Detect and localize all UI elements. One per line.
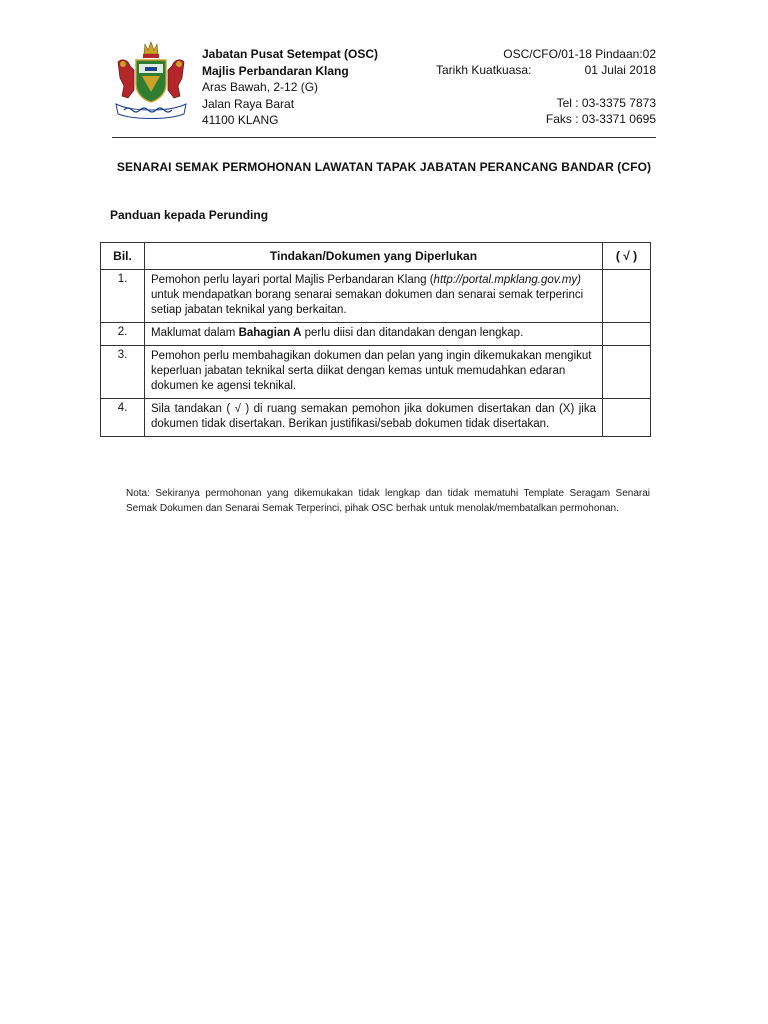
table-header-row (101, 243, 651, 270)
address-line-2: Jalan Raya Barat (202, 96, 295, 111)
row-description (145, 323, 603, 346)
column-header-number: Bil. (101, 243, 145, 270)
doc-ref-code: OSC/CFO/01-18 Pindaan:02 (503, 47, 656, 61)
row-number: 1. (101, 270, 145, 323)
row-number: 2. (101, 323, 145, 346)
column-header-action: Tindakan/Dokumen yang Diperlukan (145, 243, 603, 270)
guide-heading: Panduan kepada Perunding (110, 208, 269, 222)
organization-address (202, 46, 378, 129)
row-description (145, 270, 603, 323)
check-cell[interactable] (603, 323, 651, 346)
effective-date-value: 01 Julai 2018 (584, 63, 656, 77)
table-row (101, 399, 651, 437)
portal-url: http://portal.mpklang.gov.my) (433, 274, 581, 286)
row-description: Pemohon perlu membahagikan dokumen dan pelan yang ingin dikemukakan mengikut keperluan jabatan teknikal serta diikat dengan kemas untuk memudahkan edaran dokumen ke agensi teknikal. (145, 346, 603, 399)
section-a-emphasis: Bahagian A (238, 327, 302, 339)
table-row (101, 323, 651, 346)
row-text: Maklumat dalam (151, 327, 239, 339)
check-cell[interactable] (603, 346, 651, 399)
row-number: 4. (101, 399, 145, 437)
checklist-table (100, 242, 651, 437)
header-divider (112, 137, 656, 138)
mpk-crest-logo (112, 40, 190, 120)
fax: Faks : 03-3371 0695 (545, 112, 656, 126)
row-description: Sila tandakan ( √ ) di ruang semakan pemohon jika dokumen disertakan dan (X) jika dokumen tidak disertakan. Berikan justifikasi/sebab dokumen tidak disertakan. (145, 399, 603, 437)
telephone: Tel : 03-3375 7873 (556, 96, 656, 110)
document-reference (436, 46, 656, 127)
org-name: Jabatan Pusat Setempat (OSC) (202, 47, 379, 61)
table-row (101, 270, 651, 323)
document-title: SENARAI SEMAK PERMOHONAN LAWATAN TAPAK JABATAN PERANCANG BANDAR (CFO) (116, 160, 652, 174)
row-number: 3. (101, 346, 145, 399)
row-text-continued: untuk mendapatkan borang senarai semakan dokumen dan senarai semak terperinci setiap jabatan teknikal yang berkaitan. (151, 289, 584, 316)
check-cell[interactable] (603, 270, 651, 323)
row-text-continued: perlu diisi dan ditandakan dengan lengkap. (301, 327, 524, 339)
effective-date-label: Tarikh Kuatkuasa: (436, 63, 532, 77)
table-row (101, 346, 651, 399)
effective-date-row (436, 62, 656, 78)
council-name: Majlis Perbandaran Klang (202, 63, 349, 78)
row-text: Pemohon perlu layari portal Majlis Perbandaran Klang ( (151, 274, 434, 286)
address-line-3: 41100 KLANG (202, 113, 279, 127)
check-cell[interactable] (603, 399, 651, 437)
footnote: Nota: Sekiranya permohonan yang dikemukakan tidak lengkap dan tidak mematuhi Template Seragam Senarai Semak Dokumen dan Senarai Semak Terperinci, pihak OSC berhak untuk menolak/membatalkan permohonan. (126, 488, 650, 514)
column-header-check: ( √ ) (603, 243, 651, 270)
address-line-1: Aras Bawah, 2-12 (G) (202, 80, 319, 94)
